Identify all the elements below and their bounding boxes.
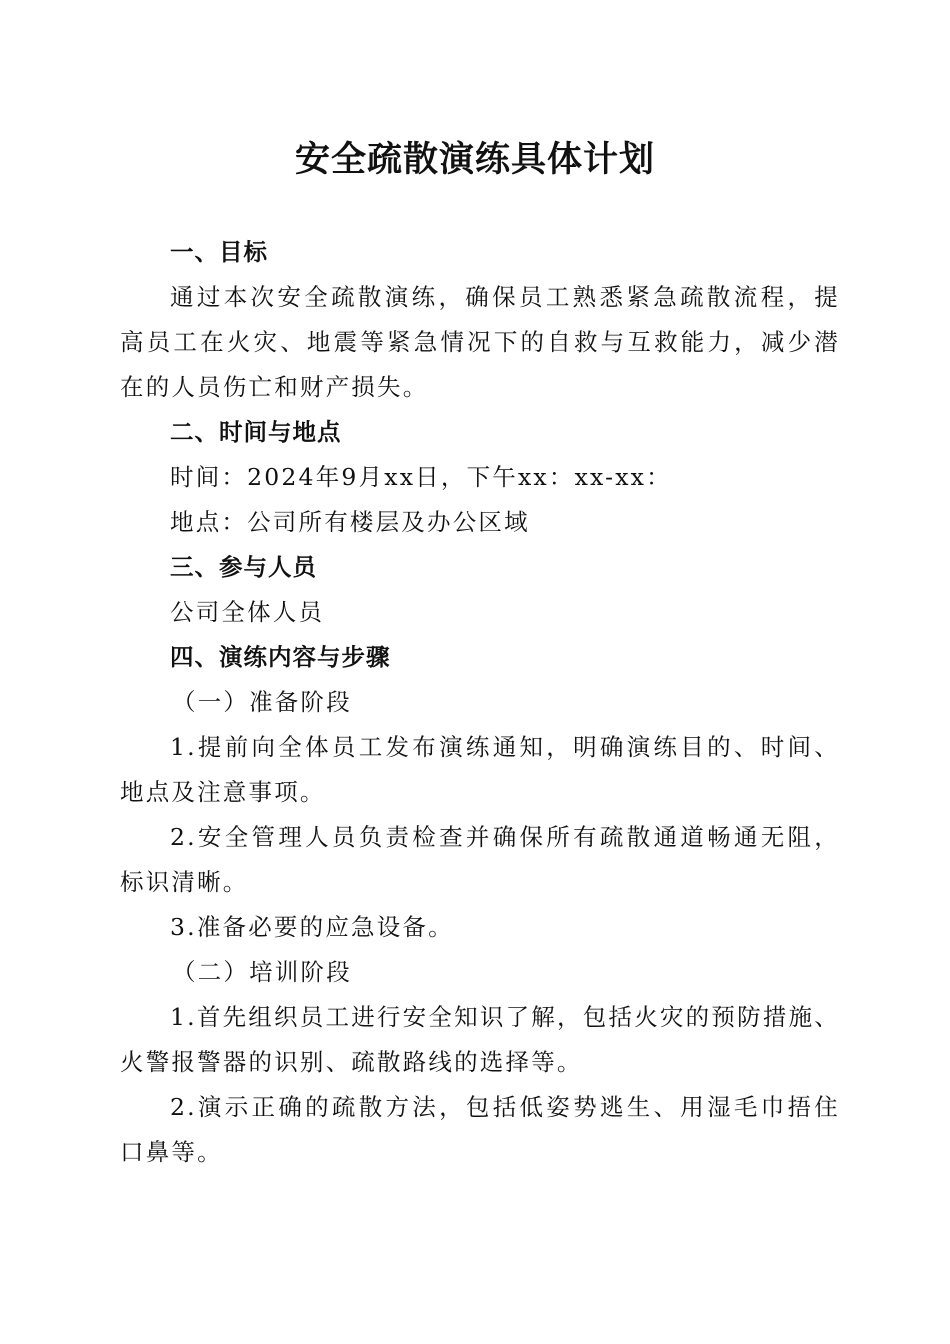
goal-paragraph-line-1: 通过本次安全疏散演练，确保员工熟悉紧急疏散流程，提 bbox=[170, 283, 840, 311]
prep-item-1-line-1: 1.提前向全体员工发布演练通知，明确演练目的、时间、 bbox=[170, 733, 840, 761]
page-title: 安全疏散演练具体计划 bbox=[294, 139, 655, 180]
training-item-1-line-2: 火警报警器的识别、疏散路线的选择等。 bbox=[120, 1048, 583, 1076]
place-text: 地点：公司所有楼层及办公区域 bbox=[170, 508, 530, 536]
training-item-1-line-1: 1.首先组织员工进行安全知识了解，包括火灾的预防措施、 bbox=[170, 1003, 840, 1031]
participants-text: 公司全体人员 bbox=[170, 598, 325, 626]
training-item-2-line-2: 口鼻等。 bbox=[120, 1138, 223, 1166]
goal-paragraph-line-3: 在的人员伤亡和财产损失。 bbox=[120, 373, 429, 401]
prep-item-3: 3.准备必要的应急设备。 bbox=[170, 913, 454, 941]
time-text: 时间：2024年9月xx日，下午xx：xx-xx： bbox=[170, 463, 672, 491]
subsection-heading-training: （二）培训阶段 bbox=[172, 958, 352, 986]
section-heading-participants: 三、参与人员 bbox=[170, 553, 317, 581]
section-heading-content: 四、演练内容与步骤 bbox=[170, 643, 391, 671]
goal-paragraph-line-2: 高员工在火灾、地震等紧急情况下的自救与互救能力，减少潜 bbox=[120, 328, 840, 356]
prep-item-2-line-2: 标识清晰。 bbox=[120, 868, 249, 896]
training-item-2-line-1: 2.演示正确的疏散方法，包括低姿势逃生、用湿毛巾捂住 bbox=[170, 1093, 840, 1121]
prep-item-2-line-1: 2.安全管理人员负责检查并确保所有疏散通道畅通无阻， bbox=[170, 823, 840, 851]
section-heading-goal: 一、目标 bbox=[170, 238, 268, 266]
prep-item-1-line-2: 地点及注意事项。 bbox=[120, 778, 326, 806]
section-heading-time-place: 二、时间与地点 bbox=[170, 418, 342, 446]
subsection-heading-prep: （一）准备阶段 bbox=[172, 688, 352, 716]
